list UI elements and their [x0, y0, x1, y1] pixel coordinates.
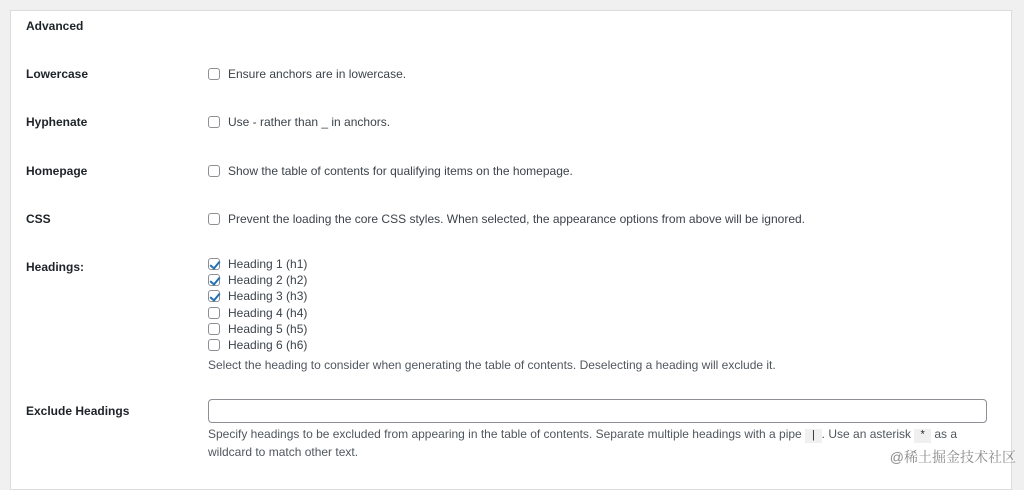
hyphenate-checkbox[interactable]: [208, 116, 220, 128]
heading-option-h3[interactable]: [208, 289, 307, 303]
heading-h4-text: Heading 4 (h4): [228, 306, 308, 320]
heading-h6-checkbox[interactable]: [208, 339, 220, 351]
heading-h3-checkbox[interactable]: [208, 290, 220, 302]
section-title: Advanced: [26, 19, 84, 33]
exclude-desc-part2: . Use an asterisk: [821, 427, 915, 441]
lowercase-checkbox[interactable]: [208, 68, 220, 80]
hyphenate-option-text: Use - rather than _ in anchors.: [228, 115, 391, 129]
homepage-checkbox[interactable]: [208, 165, 220, 177]
exclude-desc-part1: Specify headings to be excluded from appearing in the table of contents. Separate multiple headings with a pipe: [208, 427, 806, 441]
heading-option-h1[interactable]: [208, 257, 307, 271]
heading-h2-checkbox[interactable]: [208, 274, 220, 286]
headings-label: Headings:: [26, 260, 85, 274]
exclude-headings-description: [208, 426, 998, 460]
heading-h3-text: Heading 3 (h3): [228, 289, 308, 303]
watermark-text: @稀土掘金技术社区: [889, 449, 1016, 465]
heading-h2-text: Heading 2 (h2): [228, 273, 308, 287]
lowercase-option[interactable]: [208, 67, 406, 81]
heading-option-h6[interactable]: [208, 338, 307, 352]
heading-option-h2[interactable]: [208, 273, 307, 287]
lowercase-option-text: Ensure anchors are in lowercase.: [228, 67, 407, 81]
css-label: CSS: [26, 212, 51, 226]
pipe-code: |: [805, 429, 822, 443]
asterisk-code: *: [914, 429, 931, 443]
exclude-headings-input[interactable]: [208, 399, 987, 423]
heading-h6-text: Heading 6 (h6): [228, 338, 308, 352]
heading-h5-checkbox[interactable]: [208, 323, 220, 335]
heading-option-h5[interactable]: [208, 322, 307, 336]
heading-h5-text: Heading 5 (h5): [228, 322, 308, 336]
lowercase-label: Lowercase: [26, 67, 89, 81]
homepage-option[interactable]: [208, 164, 573, 178]
heading-h1-text: Heading 1 (h1): [228, 257, 308, 271]
exclude-headings-label: Exclude Headings: [26, 404, 130, 418]
homepage-option-text: Show the table of contents for qualifying items on the homepage.: [228, 164, 573, 178]
heading-h1-checkbox[interactable]: [208, 258, 220, 270]
css-checkbox[interactable]: [208, 213, 220, 225]
homepage-label: Homepage: [26, 164, 88, 178]
css-option-text: Prevent the loading the core CSS styles. When selected, the appearance options from above will be ignored.: [228, 212, 806, 226]
css-option[interactable]: [208, 212, 805, 226]
hyphenate-label: Hyphenate: [26, 115, 88, 129]
headings-description: Select the heading to consider when generating the table of contents. Deselecting a heading will exclude it.: [208, 358, 776, 372]
heading-option-h4[interactable]: [208, 306, 307, 320]
heading-h4-checkbox[interactable]: [208, 307, 220, 319]
hyphenate-option[interactable]: [208, 115, 390, 129]
exclude-desc-part3: as a wildcard to match other text.: [208, 427, 957, 459]
settings-panel: [10, 10, 1012, 490]
